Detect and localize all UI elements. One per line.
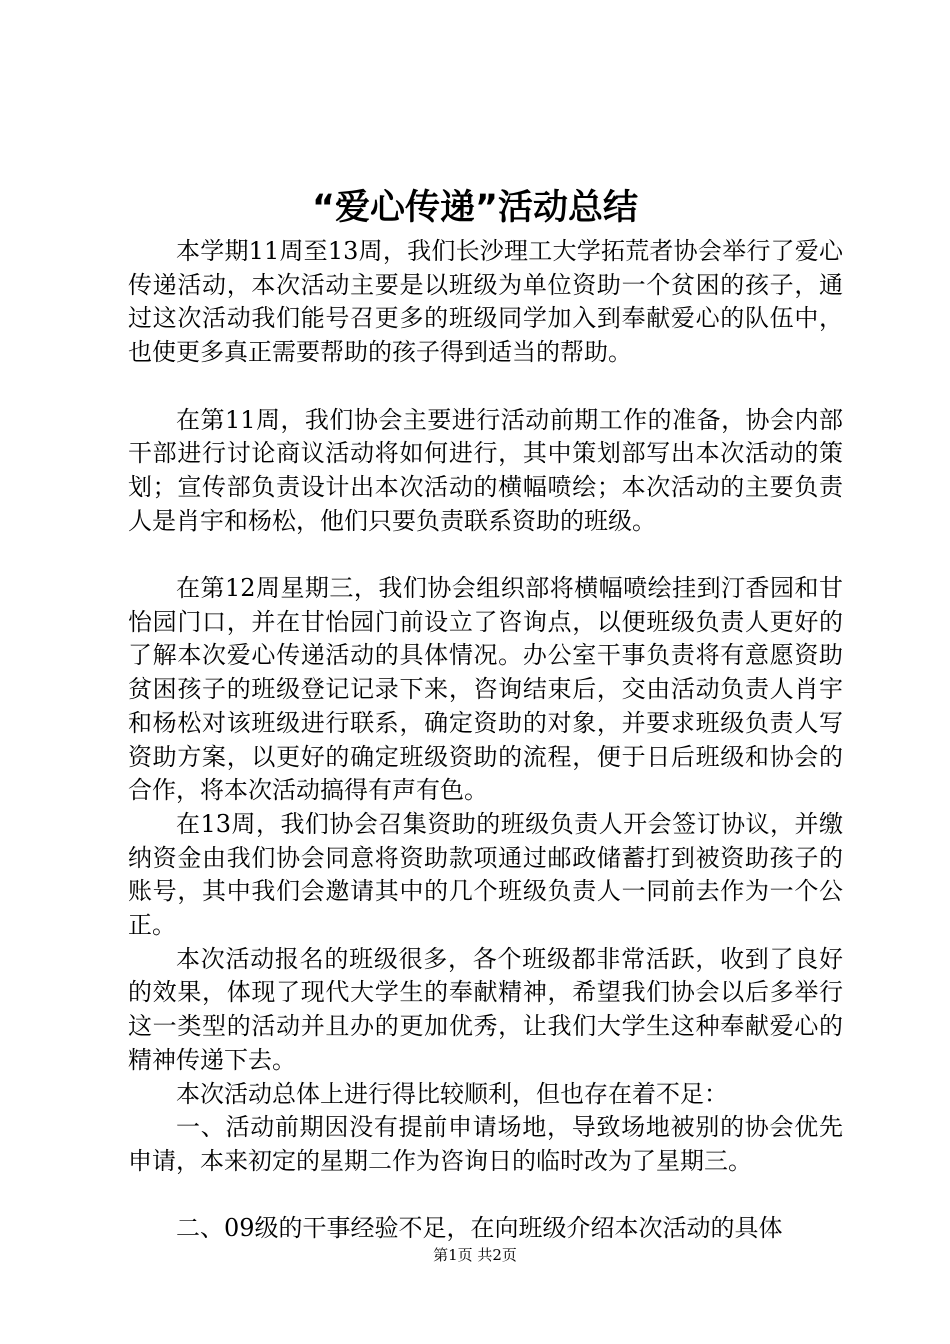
paragraph-results: 本次活动报名的班级很多，各个班级都非常活跃，收到了良好的效果，体现了现代大学生的奉献精神，希望我们协会以后多举行这一类型的活动并且办的更加优秀，让我们大学生这种奉献爱心的精神传递下去。 <box>128 944 843 1074</box>
document-title: “爱心传递”活动总结 <box>311 188 638 228</box>
paragraph-week-11: 在第11周，我们协会主要进行活动前期工作的准备，协会内部干部进行讨论商议活动将如何进行，其中策划部写出本次活动的策划；宣传部负责设计出本次活动的横幅喷绘；本次活动的主要负责人是肖宇和杨松，他们只要负责联系资助的班级。 <box>128 405 843 535</box>
paragraph-shortcoming-1: 一、活动前期因没有提前申请场地，导致场地被别的协会优先申请，本来初定的星期二作为咨询日的临时改为了星期三。 <box>128 1113 843 1175</box>
document-body <box>128 235 843 1246</box>
paragraph-shortcomings-intro: 本次活动总体上进行得比较顺利，但也存在着不足： <box>176 1079 728 1108</box>
paragraph-week-13: 在13周，我们协会召集资助的班级负责人开会签订协议，并缴纳资金由我们协会同意将资助款项通过邮政储蓄打到被资助孩子的账号，其中我们会邀请其中的几个班级负责人一同前去作为一个公正。 <box>128 809 843 940</box>
paragraph-shortcoming-2: 二、09级的干事经验不足，在向班级介绍本次活动的具体 <box>176 1214 783 1243</box>
paragraph-intro: 本学期11周至13周，我们长沙理工大学拓荒者协会举行了爱心传递活动，本次活动主要是以班级为单位资助一个贫困的孩子，通过这次活动我们能号召更多的班级同学加入到奉献爱心的队伍中，也使更多真正需要帮助的孩子得到适当的帮助。 <box>128 237 843 367</box>
page-footer: 第1页 共2页 <box>433 1246 517 1264</box>
paragraph-week-12: 在第12周星期三，我们协会组织部将横幅喷绘挂到汀香园和甘怡园门口，并在甘怡园门前设立了咨询点，以便班级负责人更好的了解本次爱心传递活动的具体情况。办公室干事负责将有意愿资助贫困孩子的班级登记记录下来，咨询结束后，交由活动负责人肖宇和杨松对该班级进行联系，确定资助的对象，并要求班级负责人写资助方案，以更好的确定班级资助的流程，便于日后班级和协会的合作，将本次活动搞得有声有色。 <box>128 574 843 805</box>
